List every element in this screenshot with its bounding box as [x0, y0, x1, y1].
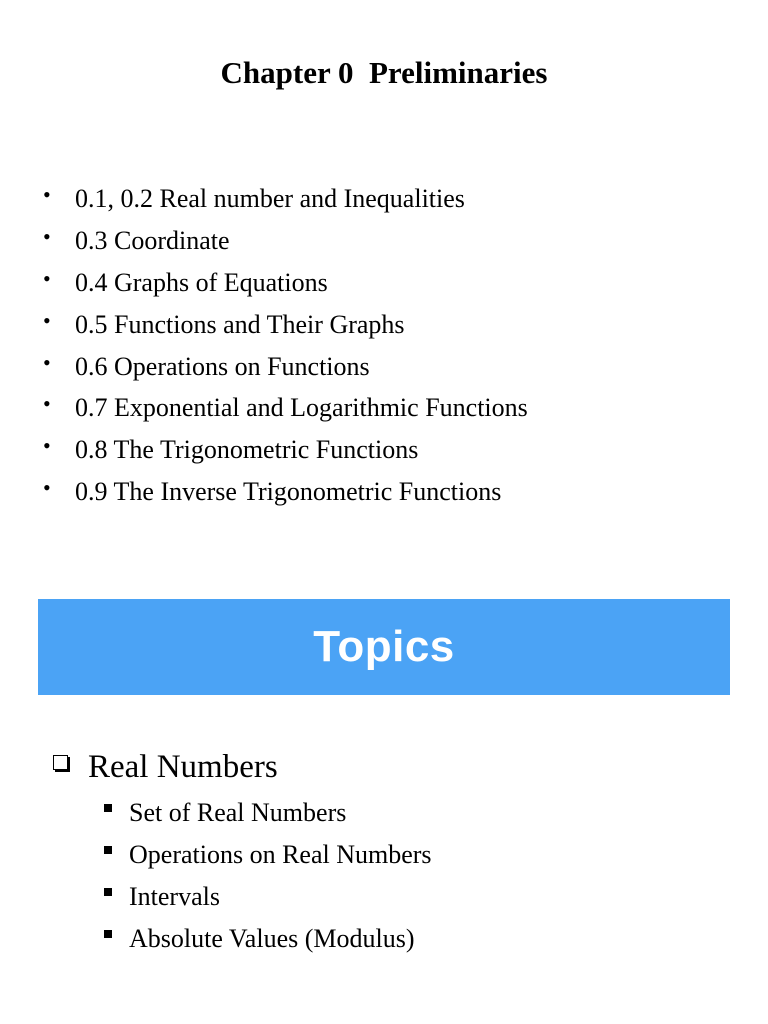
- section-item: [43, 473, 528, 515]
- section-item: [43, 222, 528, 264]
- section-label: 0.7 Exponential and Logarithmic Functions: [75, 393, 528, 423]
- bullet-icon: •: [43, 391, 51, 417]
- section-item: [43, 431, 528, 473]
- section-label: 0.5 Functions and Their Graphs: [75, 309, 405, 339]
- subtopic-item: [104, 918, 432, 960]
- subtopic-label: Intervals: [129, 882, 220, 911]
- section-item: [43, 264, 528, 306]
- chapter-title: Chapter 0 Preliminaries: [220, 55, 548, 90]
- square-bullet-icon: [104, 804, 112, 812]
- section-item: [43, 389, 528, 431]
- subtopic-label: Absolute Values (Modulus): [129, 924, 415, 953]
- section-label: 0.3 Coordinate: [75, 225, 230, 255]
- bullet-icon: •: [43, 307, 51, 333]
- bullet-icon: •: [43, 349, 51, 375]
- section-label: 0.8 The Trigonometric Functions: [75, 435, 419, 465]
- topic-heading-label: Real Numbers: [88, 749, 278, 785]
- square-bullet-icon: [104, 846, 112, 854]
- section-label: 0.1, 0.2 Real number and Inequalities: [75, 184, 465, 213]
- section-label: 0.4 Graphs of Equations: [75, 267, 328, 297]
- square-bullet-icon: [104, 930, 112, 938]
- subtopic-list: [104, 792, 432, 960]
- section-list: [43, 180, 528, 515]
- topics-banner: [38, 599, 730, 695]
- subtopic-label: Set of Real Numbers: [129, 798, 347, 827]
- bullet-icon: •: [43, 433, 51, 459]
- section-item: [43, 180, 528, 222]
- bullet-icon: •: [43, 182, 51, 207]
- section-label: 0.9 The Inverse Trigonometric Functions: [75, 477, 502, 507]
- subtopic-label: Operations on Real Numbers: [129, 840, 432, 869]
- section-item: [43, 348, 528, 390]
- bullet-icon: •: [43, 223, 51, 249]
- bullet-icon: •: [43, 265, 51, 291]
- bullet-icon: •: [43, 475, 51, 501]
- subtopic-item: [104, 876, 432, 918]
- subtopic-item: [104, 834, 432, 876]
- square-bullet-icon: [104, 888, 112, 896]
- topic-heading: [53, 746, 278, 788]
- topics-title: Topics: [313, 622, 455, 671]
- checkbox-bullet-icon: [53, 755, 68, 770]
- section-label: 0.6 Operations on Functions: [75, 351, 370, 381]
- section-item: [43, 306, 528, 348]
- subtopic-item: [104, 792, 432, 834]
